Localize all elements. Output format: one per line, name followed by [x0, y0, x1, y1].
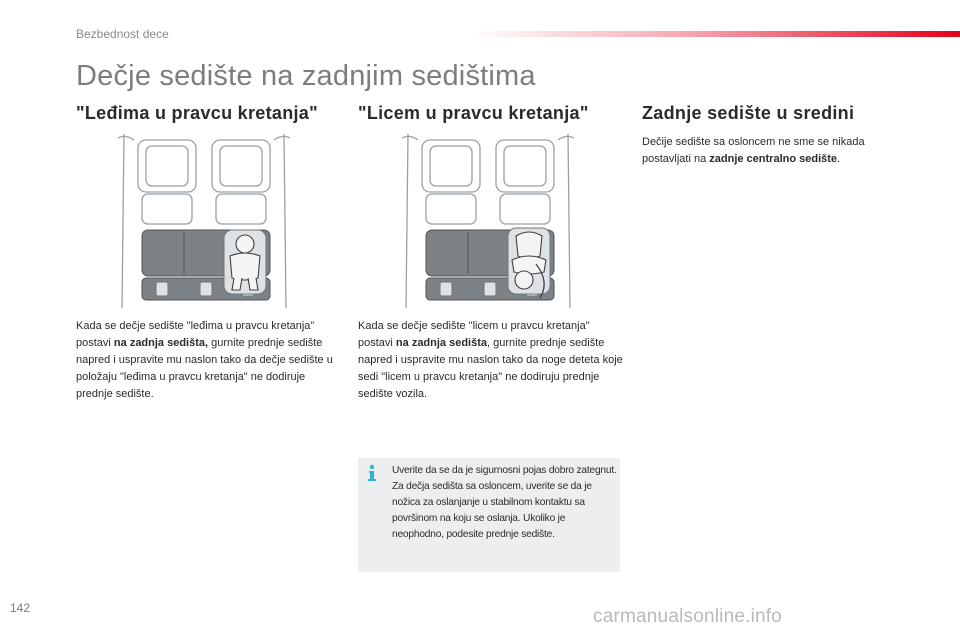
header-accent-bar: [470, 31, 960, 37]
heading-rear-facing: "Leđima u pravcu kretanja": [76, 103, 318, 123]
center-seat-description: Dečije sedište sa osloncem ne sme se nikada postavljati na zadnje centralno sedište.: [642, 136, 865, 165]
info-icon: [366, 464, 378, 482]
page-number: 142: [10, 601, 31, 615]
rear-facing-description: Kada se dečje sedište "leđima u pravcu kretanja" postavi na zadnja sedišta, gurnite prednje sedište napred i uspravite mu naslon tako da dečje sedište u položaju "leđima u pravcu kretanja" ne dodiruje prednje sedište.: [76, 320, 333, 400]
rear-facing-seat-diagram: [116, 132, 292, 308]
info-text: [392, 463, 618, 543]
forward-facing-seat-diagram: [400, 132, 576, 308]
forward-facing-description: Kada se dečje sedište "licem u pravcu kretanja" postavi na zadnja sedišta, gurnite prednje sedište napred i uspravite mu naslon tako da noge deteta koje sedi "licem u pravcu kretanja" ne dodiruju prednje sedište vozila.: [358, 320, 623, 400]
watermark: carmanualsonline.info: [593, 606, 783, 627]
heading-forward-facing: "Licem u pravcu kretanja": [358, 103, 589, 123]
info-box: [358, 458, 620, 572]
page-title: Dečje sedište na zadnjim sedištima: [76, 60, 536, 92]
heading-center-seat: Zadnje sedište u sredini: [642, 103, 855, 123]
info-line-seatbelt: Uverite da se da je sigurnosni pojas dobro zategnut.: [392, 465, 617, 476]
info-line-support-leg: Za dečja sedišta sa osloncem, uverite se da je nožica za oslanjanje u stabilnom kontaktu sa površinom na koju se oslanja. Ukoliko je neophodno, podesite prednje sedište.: [392, 481, 592, 540]
section-label: Bezbednost dece: [76, 27, 169, 41]
